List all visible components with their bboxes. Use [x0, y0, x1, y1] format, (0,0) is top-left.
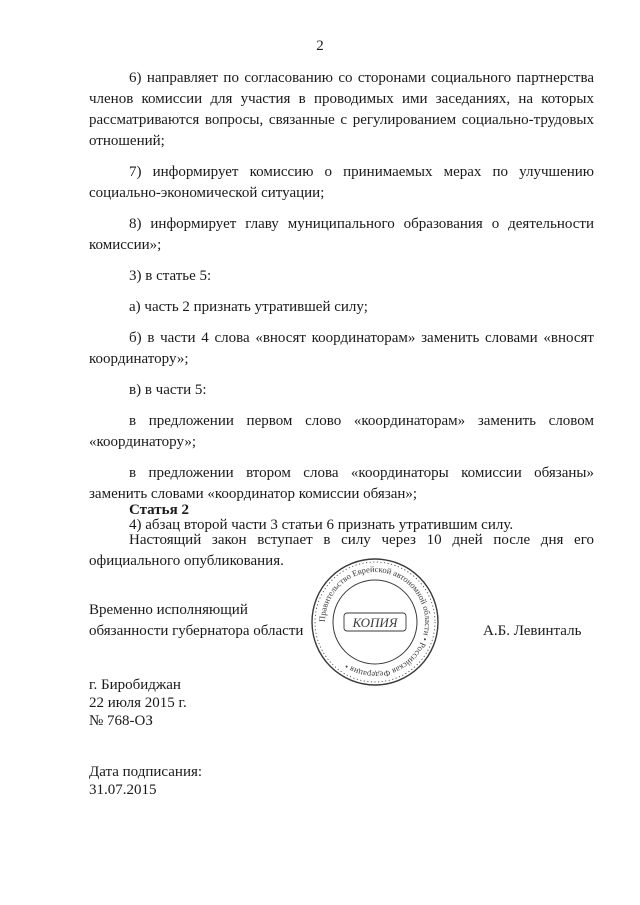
paragraph-7: 7) информирует комиссию о принимаемых мерах по улучшению социально-экономической ситуации;	[89, 164, 594, 201]
official-seal-stamp	[308, 555, 442, 689]
position-line-2: обязанности губернатора области	[89, 623, 304, 639]
paragraph-article5: 3) в статье 5:	[129, 268, 212, 284]
paragraph-b: б) в части 4 слова «вносят координаторам» заменить словами «вносят координатору»;	[89, 330, 594, 367]
signing-date: 31.07.2015	[89, 782, 157, 798]
paragraph-second-sentence: в предложении втором слова «координаторы комиссии обязаны» заменить словами «координатор комиссии обязан»;	[89, 465, 594, 502]
city: г. Биробиджан	[89, 677, 181, 693]
law-number: № 768-ОЗ	[89, 713, 153, 729]
page-number: 2	[316, 38, 324, 54]
stamp-ring-text: Правительство Еврейской автономной области • Российская Федерация •	[316, 563, 434, 681]
paragraph-6: 6) направляет по согласованию со сторонами социального партнерства членов комиссии для участия в проводимых ими заседаниях, на которых рассматриваются вопросы, связанные с регулированием социально-трудовых отношений;	[89, 70, 594, 149]
paragraph-first-sentence: в предложении первом слово «координаторам» заменить словом «координатору»;	[89, 413, 594, 450]
paragraph-v: в) в части 5:	[129, 382, 207, 398]
paragraph-4: 4) абзац второй части 3 статьи 6 признать утратившим силу.	[129, 517, 514, 533]
paragraph-8: 8) информирует главу муниципального образования о деятельности комиссии»;	[89, 216, 594, 253]
signing-label: Дата подписания:	[89, 764, 203, 780]
signature-position	[89, 600, 303, 642]
paragraph-a: а) часть 2 признать утратившей силу;	[129, 299, 368, 315]
signatory-name: А.Б. Левинталь	[483, 623, 582, 639]
place-date-block	[89, 676, 187, 730]
stamp-copy-label: КОПИЯ	[352, 615, 398, 630]
article-2-text: Настоящий закон вступает в силу через 10 дней после дня его официального опубликования.	[89, 532, 594, 569]
body-text	[89, 68, 594, 546]
article-2-heading: Статья 2	[129, 502, 189, 518]
signing-date-block	[89, 763, 202, 799]
adoption-date: 22 июля 2015 г.	[89, 695, 187, 711]
position-line-1: Временно исполняющий	[89, 602, 248, 618]
